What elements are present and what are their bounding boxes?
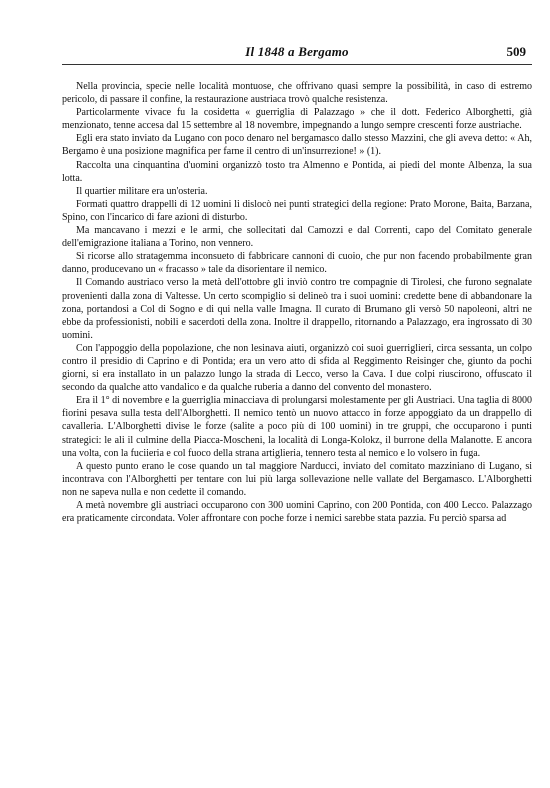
- paragraph: Il Comando austriaco verso la metà dell'ottobre gli inviò contro tre compagnie di Tirolesi, che furono segnalate provenienti dalla zona di Valtesse. Un certo scompiglio si delineò tra i suoi uomini: credette bene di abbandonare la zona, portandosi a Col di Sogno e di qui nella valle Imagna. Il curato di Brumano gli versò 50 napoleoni, altri ne ebbe da professionisti, nobili e sacerdoti della zona. Inoltre il drappello, ritornando a Palazzago, era ingrossato di 30 uomini.: [62, 277, 532, 341]
- paragraph: Si ricorse allo stratagemma inconsueto di fabbricare cannoni di cuoio, che pur non facendo probabilmente gran danno, producevano un « fracasso » tale da disorientare il nemico.: [62, 251, 532, 276]
- paragraph: Ma mancavano i mezzi e le armi, che sollecitati dal Camozzi e dal Correnti, capo del Comitato generale dell'emigrazione italiana a Torino, non vennero.: [62, 225, 532, 250]
- paragraph: Formati quattro drappelli di 12 uomini li dislocò nei punti strategici della regione: Prato Morone, Baita, Barzana, Spino, con l'incarico di fare azioni di disturbo.: [62, 198, 532, 223]
- paragraph: A metà novembre gli austriaci occuparono con 300 uomini Caprino, con 200 Pontida, con 400 Lecco. Palazzago era praticamente circondata. Voler affrontare con poche forze i nemici sarebbe stata pazzia. Fu perciò sparsa ad: [62, 500, 532, 525]
- paragraph: A questo punto erano le cose quando un tal maggiore Narducci, inviato del comitato mazziniano di Lugano, si incontrava con l'Alborghetti per tentare con lui più larga sollevazione nelle vallate del Bergamasco. L'Alborghetti non ne sapeva nulla e non cedette il comando.: [62, 460, 532, 498]
- body-text: [62, 80, 532, 525]
- running-title: Il 1848 a Bergamo: [245, 44, 349, 59]
- paragraph: Raccolta una cinquantina d'uomini organizzò tosto tra Almenno e Pontida, ai piedi del monte Albenza, la sua lotta.: [62, 159, 532, 184]
- paragraph: Particolarmente vivace fu la cosidetta « guerriglia di Palazzago » che il dott. Federico Alborghetti, già menzionato, tenne accesa dal 15 settembre al 18 novembre, impegnando a lungo sempre crescenti forze austriache.: [62, 107, 532, 132]
- page-header: [62, 42, 532, 65]
- paragraph: Con l'appoggio della popolazione, che non lesinava aiuti, organizzò coi suoi guerriglieri, circa sessanta, un colpo contro il presidio di Caprino e di Pontida; era un vero atto di sfida al Reggimento Reisinger che, giunto da pochi giorni, si era installato in un palazzo lungo la strada di Lecco, verso la Cava. I due colpi riuscirono, offuscato il secondo da qualche atto vandalico e da qualche ruberia a danno del convento del monastero.: [62, 342, 532, 394]
- paragraph: Era il 1° di novembre e la guerriglia minacciava di prolungarsi molestamente per gli Austriaci. Una taglia di 8000 fiorini pesava sulla testa dell'Alborghetti. Il nemico tentò un nuovo attacco in forze appoggiato da un drappello di cavalleria. L'Alborghetti divise le forze (salite a poco più di 100 uomini) in tre gruppi, che occuparono i punti strategici: le ali il culmine della Piacca-Moscheni, la località di Longa-Kolokz, il burrone della Malanotte. E ancora una volta, con la fuciieria e col fuoco della strana artiglieria, tennero testa al nemico e lo volsero in fuga.: [62, 395, 532, 459]
- paragraph: Nella provincia, specie nelle località montuose, che offrivano quasi sempre la possibilità, in caso di estremo pericolo, di passare il confine, la restaurazione austriaca trovò qualche resistenza.: [62, 81, 532, 106]
- paragraph: Il quartier militare era un'osteria.: [76, 185, 208, 197]
- paragraph: Egli era stato inviato da Lugano con poco denaro nel bergamasco dallo stesso Mazzini, che gli aveva detto: « Ah, Bergamo è una posizione magnifica per farne il centro di un'insurrezione! » (1).: [62, 133, 532, 158]
- page-number: 509: [506, 44, 526, 59]
